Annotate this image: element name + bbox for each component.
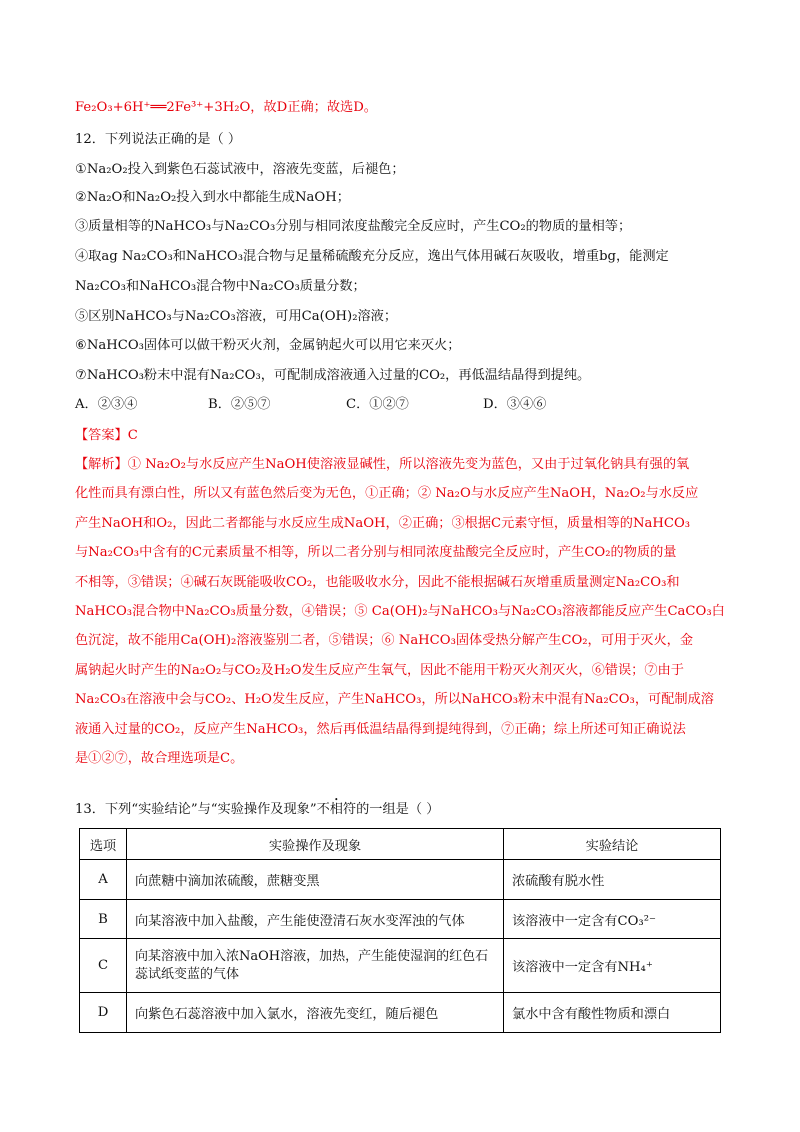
option-b: B．②⑤⑦ (208, 397, 271, 412)
explanation-line: 是①②⑦，故合理选项是C。 (75, 751, 244, 767)
stem-suffix: 的一组是（ ） (356, 802, 440, 817)
explanation-line: 【解析】① Na₂O₂与水反应产生NaOH使溶液显碱性，所以溶液先变为蓝色，又由于过氧化钠具有强的氧 (75, 457, 690, 472)
statement-5: ⑤区别NaHCO₃与Na₂CO₃溶液，可用Ca(OH)₂溶液； (75, 309, 398, 324)
header-operation: 实验操作及现象 (127, 829, 504, 860)
statement-4-line-1: ④取ag Na₂CO₃和NaHCO₃混合物与足量稀硫酸充分反应，逸出气体用碱石灰吸收，增重bg，能测定 (75, 249, 669, 264)
question-12-stem: 12．下列说法正确的是（ ） (75, 132, 242, 147)
row-option: B (80, 900, 127, 939)
explanation-line: 属钠起火时产生的Na₂O₂与CO₂及H₂O发生反应产生氧气，因此不能用干粉灭火剂灭火，⑥错误；⑦由于 (75, 662, 684, 678)
statement-6: ⑥NaHCO₃固体可以做干粉灭火剂，金属钠起火可以用它来灭火； (75, 338, 461, 353)
statement-1: ①Na₂O₂投入到紫色石蕊试液中，溶液先变蓝，后褪色； (75, 162, 405, 177)
option-a: A．②③④ (75, 397, 138, 412)
row-conclusion: 氯水中含有酸性物质和漂白 (504, 993, 721, 1033)
explanation-line: 产生NaOH和O₂，因此二者都能与水反应生成NaOH，②正确；③根据C元素守恒，质量相等的NaHCO₃ (75, 515, 691, 531)
row-conclusion: 该溶液中一定含有NH₄⁺ (504, 939, 721, 993)
statement-4-line-2: Na₂CO₃和NaHCO₃混合物中Na₂CO₃质量分数； (75, 279, 366, 294)
explanation-line: Na₂CO₃在溶液中会与CO₂、H₂O发生反应，产生NaHCO₃，所以NaHCO₃粉末中混有Na₂CO₃，可配制成溶 (75, 692, 714, 708)
table-row (80, 939, 721, 993)
explanation-block (75, 450, 727, 773)
previous-answer-line: Fe₂O₃+6H⁺══2Fe³⁺+3H₂O，故D正确；故选D。 (75, 100, 377, 115)
explanation-line: 色沉淀，故不能用Ca(OH)₂溶液鉴别二者，⑤错误；⑥ NaHCO₃固体受热分解产生CO₂，可用于灭火，金 (75, 633, 694, 649)
row-option: C (80, 939, 127, 993)
question-12-options (75, 395, 546, 415)
stem-prefix: 13．下列“实验结论”与“实验操作及现象” (75, 802, 317, 817)
option-d: D．③④⑥ (483, 397, 547, 412)
row-conclusion: 该溶液中一定含有CO₃²⁻ (504, 900, 721, 939)
answer-label: 【答案】C (75, 428, 138, 443)
emphasis-text: 不相符 (316, 802, 357, 817)
row-operation: 向某溶液中加入盐酸，产生能使澄清石灰水变浑浊的气体 (127, 900, 504, 939)
table-row (80, 900, 721, 939)
explanation-line: 化性而具有漂白性，所以又有蓝色然后变为无色，①正确；② Na₂O与水反应产生NaOH，Na₂O₂与水反应 (75, 486, 699, 502)
statement-7: ⑦NaHCO₃粉末中混有Na₂CO₃，可配制成溶液通入过量的CO₂，再低温结晶得到提纯。 (75, 368, 591, 383)
header-option: 选项 (80, 829, 127, 860)
explanation-line: 不相等，③错误；④碱石灰既能吸收CO₂，也能吸收水分，因此不能根据碱石灰增重质量测定Na₂CO₃和 (75, 574, 680, 590)
row-option: A (80, 860, 127, 900)
table-row (80, 993, 721, 1033)
row-operation: 向紫色石蕊溶液中加入氯水，溶液先变红，随后褪色 (127, 993, 504, 1033)
row-option: D (80, 993, 127, 1033)
explanation-line: 液通入过量的CO₂，反应产生NaHCO₃，然后再低温结晶得到提纯得到，⑦正确；综上所述可知正确说法 (75, 721, 686, 737)
table-row (80, 860, 721, 900)
question-13-stem (75, 800, 439, 820)
explanation-line: 与Na₂CO₃中含有的C元素质量不相等，所以二者分别与相同浓度盐酸完全反应时，产生CO₂的物质的量 (75, 545, 677, 561)
experiment-table (79, 828, 721, 1033)
table-header-row (80, 829, 721, 860)
row-operation: 向某溶液中加入浓NaOH溶液，加热，产生能使湿润的红色石蕊试纸变蓝的气体 (127, 939, 504, 993)
row-conclusion: 浓硫酸有脱水性 (504, 860, 721, 900)
header-conclusion: 实验结论 (504, 829, 721, 860)
row-operation: 向蔗糖中滴加浓硫酸，蔗糖变黑 (127, 860, 504, 900)
statement-3: ③质量相等的NaHCO₃与Na₂CO₃分别与相同浓度盐酸完全反应时，产生CO₂的物质的量相等； (75, 219, 632, 234)
option-c: C．①②⑦ (346, 397, 409, 412)
statement-2: ②Na₂O和Na₂O₂投入到水中都能生成NaOH； (75, 190, 350, 205)
explanation-line: NaHCO₃混合物中Na₂CO₃质量分数，④错误；⑤ Ca(OH)₂与NaHCO₃与Na₂CO₃溶液都能反应产生CaCO₃白 (75, 604, 725, 620)
